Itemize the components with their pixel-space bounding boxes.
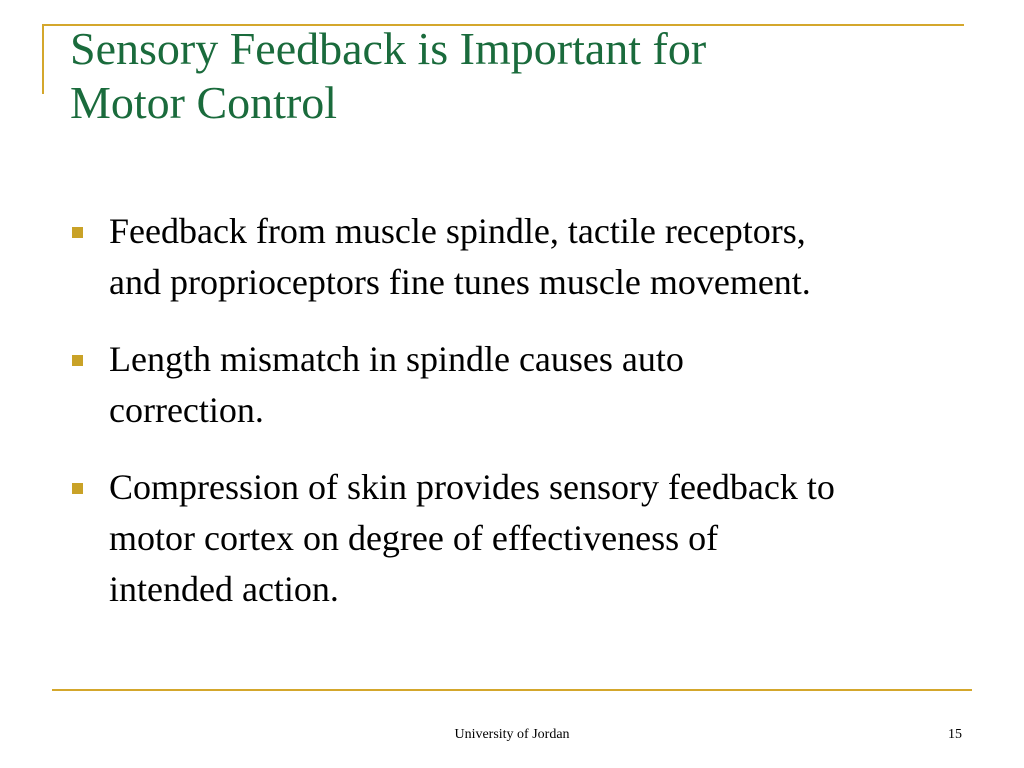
bullet-list <box>72 206 992 641</box>
bullet-item <box>72 206 992 308</box>
bullet-line: Compression of skin provides sensory feedback to <box>109 467 835 507</box>
bullet-item <box>72 334 992 436</box>
square-bullet-icon <box>72 355 83 366</box>
bullet-line: Length mismatch in spindle causes auto <box>109 339 684 379</box>
slide-title-line: Motor Control <box>70 77 338 128</box>
bullet-line: and proprioceptors fine tunes muscle movement. <box>109 262 811 302</box>
bullet-text <box>109 462 992 615</box>
square-bullet-icon <box>72 227 83 238</box>
page-number: 15 <box>948 727 962 742</box>
footer-label: University of Jordan <box>454 727 570 742</box>
bullet-text <box>109 334 992 436</box>
bullet-line: motor cortex on degree of effectiveness of <box>109 518 719 558</box>
slide-title <box>70 22 970 130</box>
square-bullet-icon <box>72 483 83 494</box>
footer-rule <box>52 689 972 691</box>
left-frame-rule <box>42 24 44 94</box>
bullet-item <box>72 462 992 615</box>
bullet-text <box>109 206 992 308</box>
bullet-line: Feedback from muscle spindle, tactile receptors, <box>109 211 806 251</box>
bullet-line: intended action. <box>109 569 339 609</box>
slide-title-line: Sensory Feedback is Important for <box>70 23 707 74</box>
bullet-line: correction. <box>109 390 264 430</box>
